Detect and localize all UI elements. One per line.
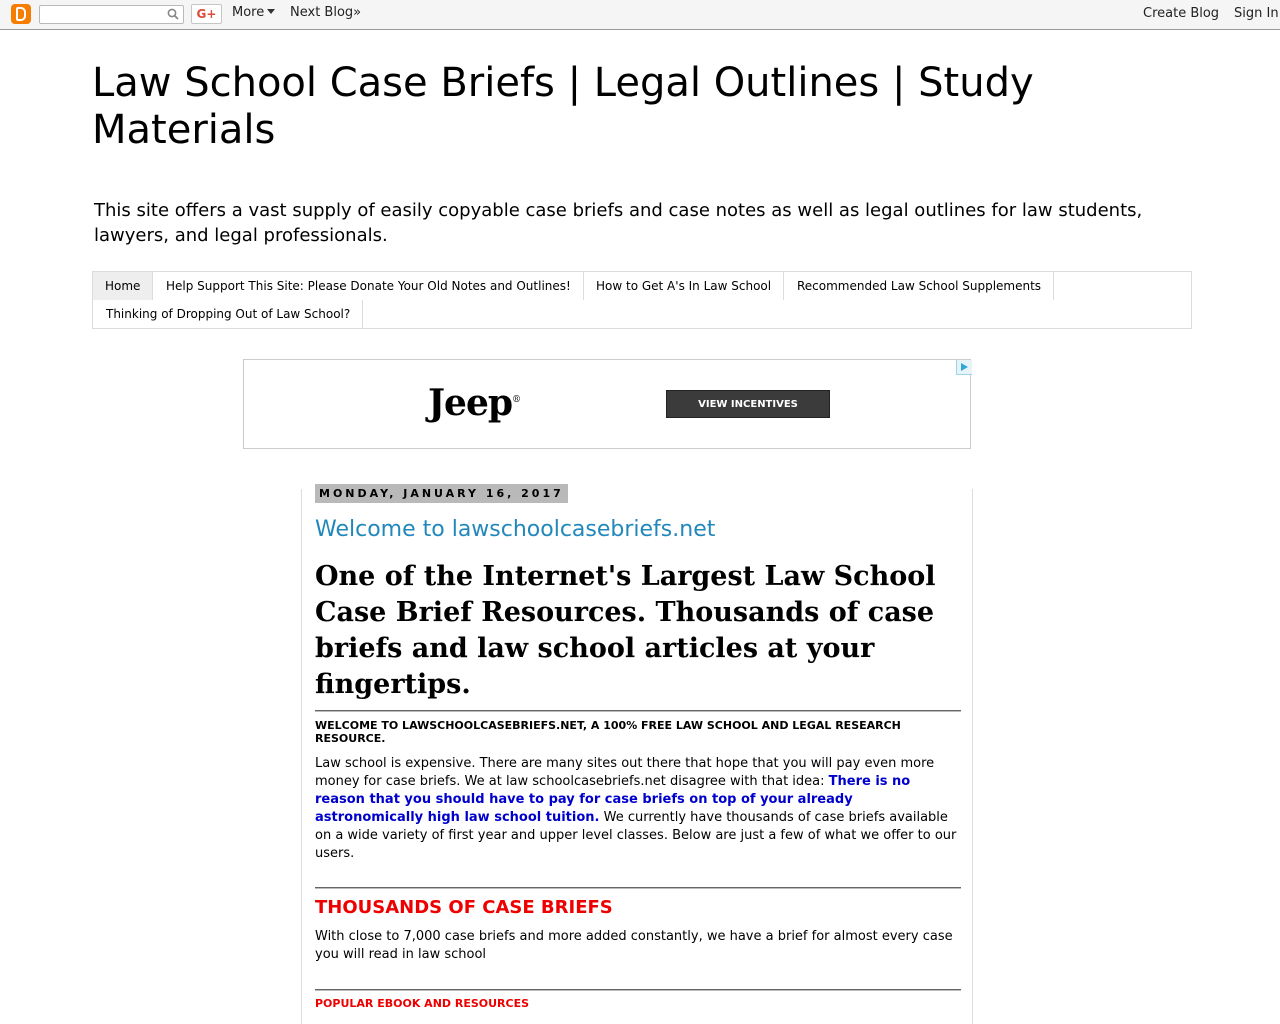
- blogger-logo-icon[interactable]: [11, 4, 31, 24]
- registered-mark: ®: [512, 395, 521, 405]
- advertisement-banner[interactable]: [243, 359, 971, 449]
- case-briefs-paragraph: With close to 7,000 case briefs and more added constantly, we have a brief for almost every case you will read in law school: [315, 929, 953, 962]
- blogger-navbar: [0, 0, 1280, 30]
- intro-text-start: Law school is expensive. There are many sites out there that hope that you will pay even more money for case briefs. We at law schoolcasebriefs.net disagree with that idea:: [315, 756, 935, 789]
- section-heading-ebook: POPULAR EBOOK AND RESOURCES: [315, 997, 530, 1010]
- next-blog-link[interactable]: Next Blog»: [290, 5, 362, 20]
- tab-dropping-out[interactable]: Thinking of Dropping Out of Law School?: [94, 300, 363, 328]
- create-blog-link[interactable]: Create Blog: [1143, 6, 1220, 21]
- site-title[interactable]: Law School Case Briefs | Legal Outlines | Study Materials: [92, 60, 1034, 153]
- search-icon[interactable]: [167, 8, 179, 20]
- tab-home[interactable]: Home: [93, 272, 153, 300]
- intro-paragraph: [315, 755, 963, 863]
- sign-in-link[interactable]: Sign In: [1234, 6, 1279, 21]
- tab-help-support[interactable]: Help Support This Site: Please Donate Your Old Notes and Outlines!: [154, 272, 584, 300]
- post-headline: One of the Internet's Largest Law School Case Brief Resources. Thousands of case briefs and law school articles at your fingertips.: [315, 561, 936, 700]
- post-date-header: MONDAY, JANUARY 16, 2017: [315, 484, 568, 503]
- more-menu-button[interactable]: [232, 5, 275, 20]
- section-heading-case-briefs: THOUSANDS OF CASE BRIEFS: [315, 897, 613, 918]
- intro-text-end: We currently have thousands of case briefs available on a wide variety of first year and upper level classes. Below are just a few of what we offer to our users.: [315, 810, 957, 861]
- main-post-column: [301, 489, 973, 1024]
- ad-choices-icon: [961, 363, 968, 371]
- divider: [315, 710, 961, 712]
- divider: [315, 887, 961, 889]
- post-title[interactable]: Welcome to lawschoolcasebriefs.net: [315, 517, 716, 542]
- ad-view-incentives-button[interactable]: VIEW INCENTIVES: [666, 390, 830, 418]
- tab-recommended-supplements[interactable]: Recommended Law School Supplements: [785, 272, 1054, 300]
- navbar-search-input[interactable]: [39, 5, 184, 24]
- divider: [315, 989, 961, 991]
- ad-choices-button[interactable]: [956, 360, 972, 375]
- caret-down-icon: [267, 9, 275, 14]
- site-description: This site offers a vast supply of easily copyable case briefs and case notes as well as legal outlines for law students, lawyers, and legal professionals.: [94, 200, 1143, 246]
- intro-text-emphasis: There is no reason that you should have to pay for case briefs on top of your already astronomically high law school tuition.: [315, 774, 911, 825]
- google-plus-button[interactable]: G+: [191, 4, 222, 24]
- welcome-heading: WELCOME TO LAWSCHOOLCASEBRIEFS.NET, A 100% FREE LAW SCHOOL AND LEGAL RESEARCH RESOURCE.: [315, 719, 901, 745]
- ad-brand-logo[interactable]: [428, 382, 520, 424]
- pages-tabs: [92, 271, 1192, 329]
- ad-logo-text: Jeep: [428, 382, 513, 424]
- tab-how-to-get-as[interactable]: How to Get A's In Law School: [584, 272, 784, 300]
- more-label: More: [232, 5, 265, 20]
